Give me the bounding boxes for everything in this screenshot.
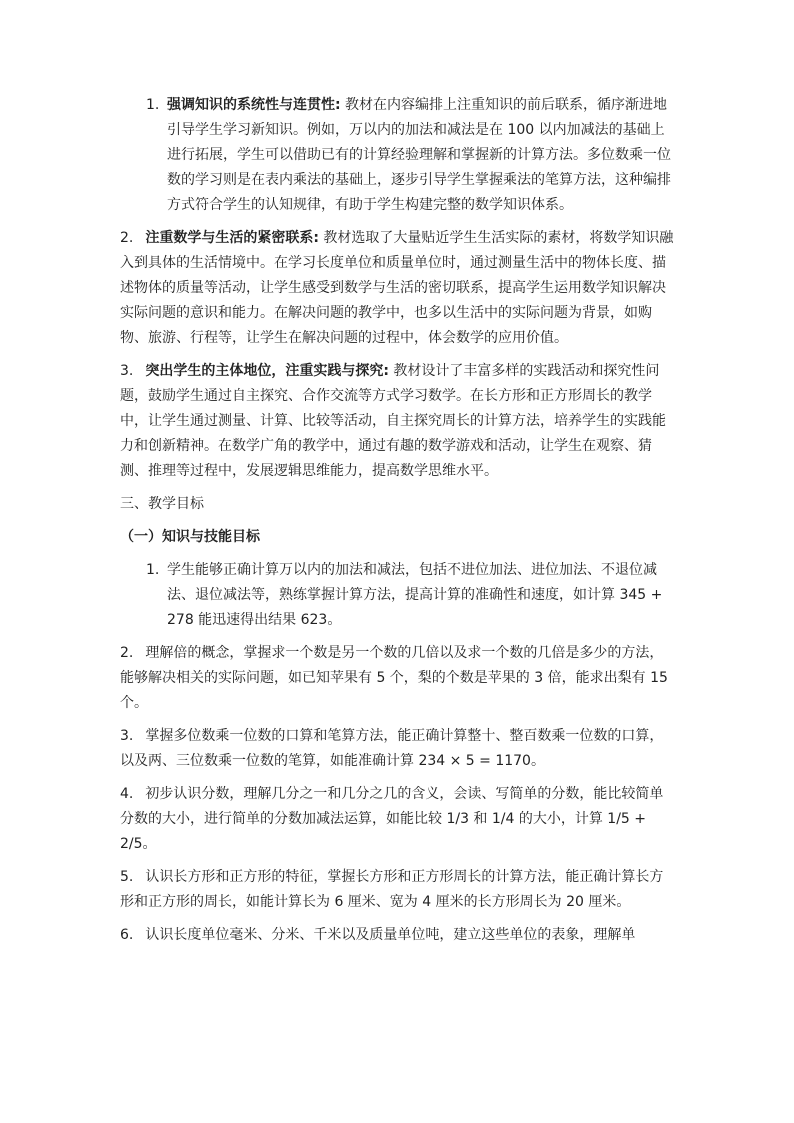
- list-item-number: 6.: [120, 927, 134, 943]
- list-item: [120, 226, 674, 351]
- list-item-number: 3.: [120, 728, 134, 744]
- list-item-body: 认识长方形和正方形的特征，掌握长方形和正方形周长的计算方法，能正确计算长方形和正方形的周长，如能计算长为 6 厘米、宽为 4 厘米的长方形周长为 20 厘米。: [120, 869, 664, 910]
- list-item: [120, 865, 674, 915]
- list-item-text: [120, 359, 674, 484]
- list-item-number: 2.: [120, 230, 134, 246]
- section-heading: 三、教学目标: [120, 496, 204, 512]
- list-item-text: [120, 782, 674, 857]
- list-item-number: 1.: [146, 562, 160, 578]
- list-item-text: [120, 226, 674, 351]
- document-content: [120, 93, 674, 956]
- list-item-title: 强调知识的系统性与连贯性:: [167, 97, 341, 113]
- list-item-body: 教材在内容编排上注重知识的前后联系，循序渐进地引导学生学习新知识。例如，万以内的加法和减法是在 100 以内加减法的基础上进行拓展，学生可以借助已有的计算经验理解和掌握新的计算方法。多位数乘一位数的学习则是在表内乘法的基础上，逐步引导学生掌握乘法的笔算方法，这种编排方式符合学生的认知规律，有助于学生构建完整的数学知识体系。: [167, 97, 671, 213]
- list-item-number: 5.: [120, 869, 134, 885]
- list-item: [120, 359, 674, 484]
- list-item-body: 学生能够正确计算万以内的加法和减法，包括不进位加法、进位加法、不退位减法、退位减法等，熟练掌握计算方法，提高计算的准确性和速度，如计算 345 + 278 能迅速得出结果 623。: [167, 562, 663, 628]
- list-item-text: [120, 865, 674, 915]
- list-item-text: [120, 641, 674, 716]
- list-item: [120, 641, 674, 716]
- list-item-number: 2.: [120, 645, 134, 661]
- list-item-text: [120, 923, 674, 948]
- list-item: [120, 724, 674, 774]
- list-item-body: 教材设计了丰富多样的实践活动和探究性问题，鼓励学生通过自主探究、合作交流等方式学习数学。在长方形和正方形周长的教学中，让学生通过测量、计算、比较等活动，自主探究周长的计算方法，培养学生的实践能力和创新精神。在数学广角的教学中，通过有趣的数学游戏和活动，让学生在观察、猜测、推理等过程中，发展逻辑思维能力，提高数学思维水平。: [120, 363, 666, 479]
- list-item-number: 1.: [146, 97, 160, 113]
- list-item: [120, 923, 674, 948]
- list-item: [120, 782, 674, 857]
- list-item-body: 理解倍的概念，掌握求一个数是另一个数的几倍以及求一个数的几倍是多少的方法，能够解决相关的实际问题，如已知苹果有 5 个，梨的个数是苹果的 3 倍，能求出梨有 15 个。: [120, 645, 668, 711]
- list-item-number: 4.: [120, 786, 134, 802]
- list-item-body: 掌握多位数乘一位数的口算和笔算方法，能正确计算整十、整百数乘一位数的口算，以及两、三位数乘一位数的笔算，如能准确计算 234 × 5 = 1170。: [120, 728, 664, 769]
- list-item-body: 初步认识分数，理解几分之一和几分之几的含义，会读、写简单的分数，能比较简单分数的大小，进行简单的分数加减法运算，如能比较 1/3 和 1/4 的大小，计算 1/5 + 2/5。: [120, 786, 664, 852]
- list-item-number: 3.: [120, 363, 134, 379]
- list-item-text: [120, 724, 674, 774]
- list-item: [120, 93, 674, 218]
- list-item-body: 教材选取了大量贴近学生生活实际的素材，将数学知识融入到具体的生活情境中。在学习长度单位和质量单位时，通过测量生活中的物体长度、描述物体的质量等活动，让学生感受到数学与生活的密切联系，提高学生运用数学知识解决实际问题的意识和能力。在解决问题的教学中，也多以生活中的实际问题为背景，如购物、旅游、行程等，让学生在解决问题的过程中，体会数学的应用价值。: [120, 230, 674, 346]
- list-item-title: 突出学生的主体地位，注重实践与探究:: [145, 363, 389, 379]
- list-item: [120, 558, 674, 633]
- list-item-title: 注重数学与生活的紧密联系:: [145, 230, 319, 246]
- section-subheading: （一）知识与技能目标: [120, 529, 260, 545]
- list-item-text: [167, 93, 674, 218]
- list-item-body: 认识长度单位毫米、分米、千米以及质量单位吨，建立这些单位的表象，理解单: [145, 927, 636, 943]
